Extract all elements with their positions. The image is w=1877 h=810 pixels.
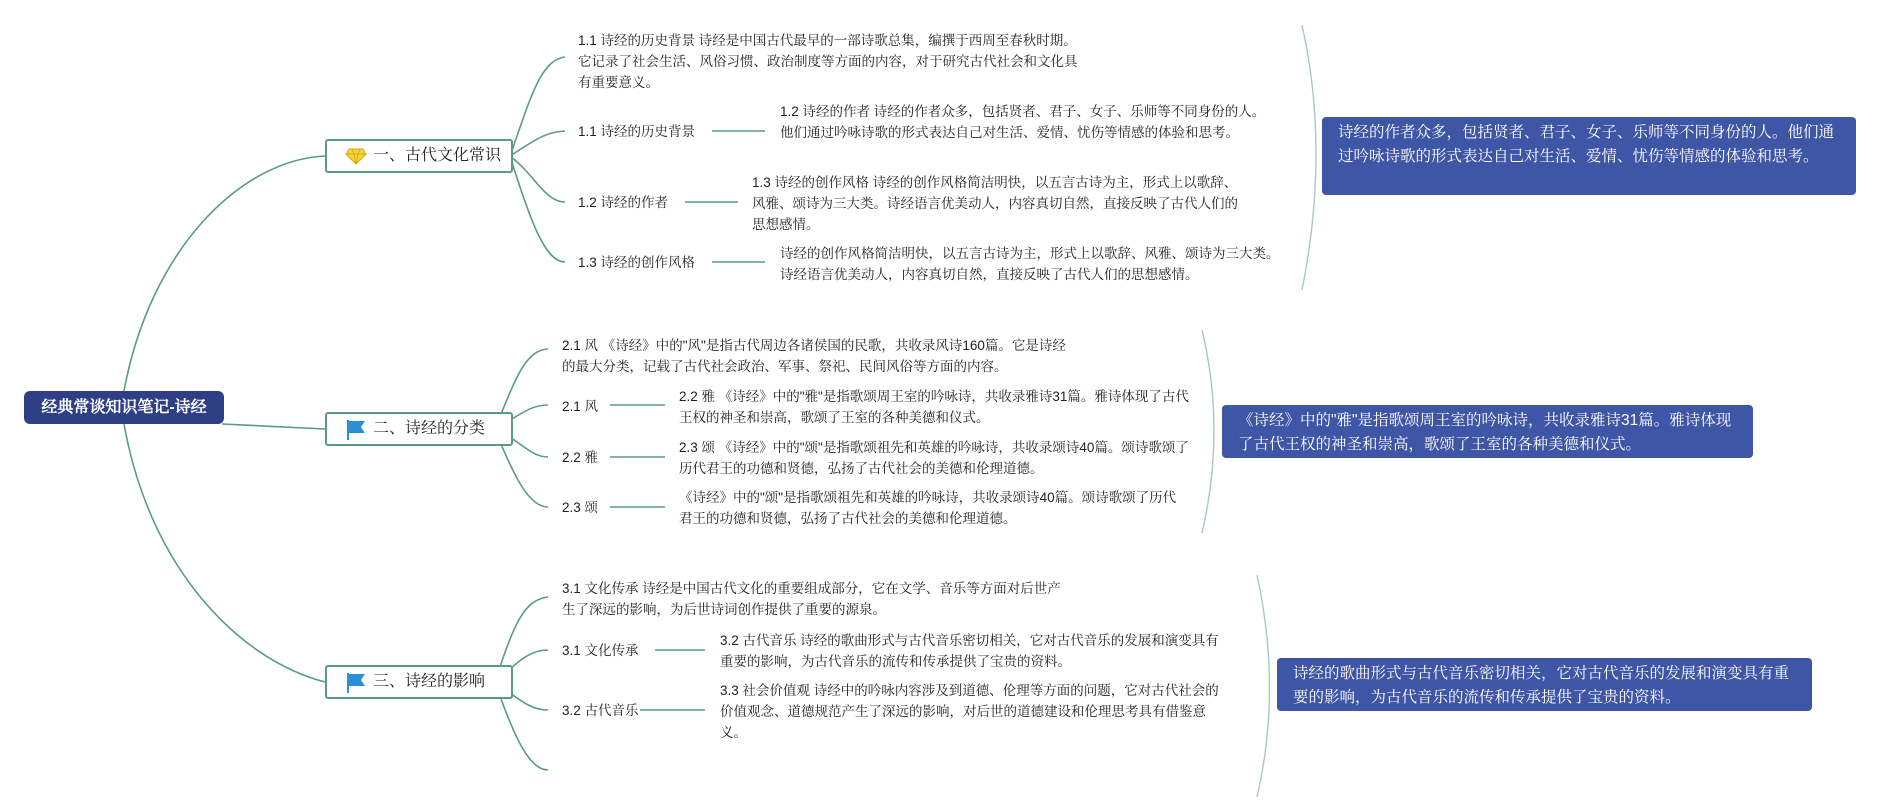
subtopic-label[interactable]: 2.3 颂: [562, 500, 599, 515]
summary-note[interactable]: 《诗经》中的"雅"是指歌颂周王室的吟咏诗，共收录雅诗31篇。雅诗体现了古代王权的神圣和崇高，歌颂了王室的各种美德和仪式。: [1222, 405, 1753, 458]
subtopic-label[interactable]: 1.1 诗经的历史背景: [578, 124, 696, 139]
subtopic-detail: 3.3 社会价值观 诗经中的吟咏内容涉及到道德、伦理等方面的问题，它对古代社会的价值观念、道德规范产生了深远的影响，对后世的道德建设和伦理思考具有借鉴意义。: [720, 683, 1219, 740]
topic-classification[interactable]: [325, 412, 513, 446]
topic-label: 二、诗经的分类: [373, 420, 486, 437]
flag-icon: [345, 419, 367, 439]
topic-cultural-knowledge[interactable]: [325, 139, 513, 173]
root-topic[interactable]: 经典常谈知识笔记-诗经: [24, 391, 224, 424]
topic-intro: 3.1 文化传承 诗经是中国古代文化的重要组成部分，它在文学、音乐等方面对后世产生了深远的影响，为后世诗词创作提供了重要的源泉。: [562, 581, 1061, 617]
subtopic-label[interactable]: 1.2 诗经的作者: [578, 195, 669, 210]
subtopic-detail: 1.2 诗经的作者 诗经的作者众多，包括贤者、君子、女子、乐师等不同身份的人。他们通过吟咏诗歌的形式表达自己对生活、爱情、忧伤等情感的体验和思考。: [780, 104, 1266, 140]
subtopic-detail: 2.3 颂 《诗经》中的"颂"是指歌颂祖先和英雄的吟咏诗，共收录颂诗40篇。颂诗歌颂了历代君王的功德和贤德，弘扬了古代社会的美德和伦理道德。: [679, 440, 1189, 476]
subtopic-detail: 2.2 雅 《诗经》中的"雅"是指歌颂周王室的吟咏诗，共收录雅诗31篇。雅诗体现了古代王权的神圣和崇高，歌颂了王室的各种美德和仪式。: [679, 389, 1189, 425]
summary-note[interactable]: 诗经的作者众多，包括贤者、君子、女子、乐师等不同身份的人。他们通过吟咏诗歌的形式表达自己对生活、爱情、忧伤等情感的体验和思考。: [1322, 117, 1856, 195]
topic-intro: 2.1 风 《诗经》中的"风"是指古代周边各诸侯国的民歌，共收录风诗160篇。它是诗经的最大分类，记载了古代社会政治、军事、祭祀、民间风俗等方面的内容。: [562, 338, 1066, 374]
topic-label: 三、诗经的影响: [373, 673, 486, 690]
subtopic-detail: 《诗经》中的"颂"是指歌颂祖先和英雄的吟咏诗，共收录颂诗40篇。颂诗歌颂了历代君王的功德和贤德，弘扬了古代社会的美德和伦理道德。: [679, 490, 1177, 526]
subtopic-label[interactable]: 2.1 风: [562, 399, 599, 414]
subtopic-label[interactable]: 2.2 雅: [562, 450, 599, 465]
subtopic-detail: 1.3 诗经的创作风格 诗经的创作风格简洁明快，以五言古诗为主，形式上以歌辞、风雅、颂诗为三大类。诗经语言优美动人，内容真切自然，直接反映了古代人们的思想感情。: [752, 175, 1238, 232]
subtopic-label[interactable]: 1.3 诗经的创作风格: [578, 255, 696, 270]
subtopic-label[interactable]: 3.1 文化传承: [562, 643, 639, 658]
topic-label: 一、古代文化常识: [373, 147, 502, 164]
subtopic-detail: 3.2 古代音乐 诗经的歌曲形式与古代音乐密切相关，它对古代音乐的发展和演变具有重要的影响，为古代音乐的流传和传承提供了宝贵的资料。: [720, 633, 1219, 669]
diamond-icon: [345, 146, 367, 166]
subtopic-detail: 诗经的创作风格简洁明快，以五言古诗为主，形式上以歌辞、风雅、颂诗为三大类。诗经语言优美动人，内容真切自然，直接反映了古代人们的思想感情。: [780, 246, 1280, 282]
subtopic-label[interactable]: 3.2 古代音乐: [562, 703, 639, 718]
topic-influence[interactable]: [325, 665, 513, 699]
summary-note[interactable]: 诗经的歌曲形式与古代音乐密切相关，它对古代音乐的发展和演变具有重要的影响，为古代音乐的流传和传承提供了宝贵的资料。: [1277, 658, 1812, 711]
topic-intro: 1.1 诗经的历史背景 诗经是中国古代最早的一部诗歌总集，编撰于西周至春秋时期。它记录了社会生活、风俗习惯、政治制度等方面的内容，对于研究古代社会和文化具有重要意义。: [578, 33, 1078, 90]
flag-icon: [345, 672, 367, 692]
